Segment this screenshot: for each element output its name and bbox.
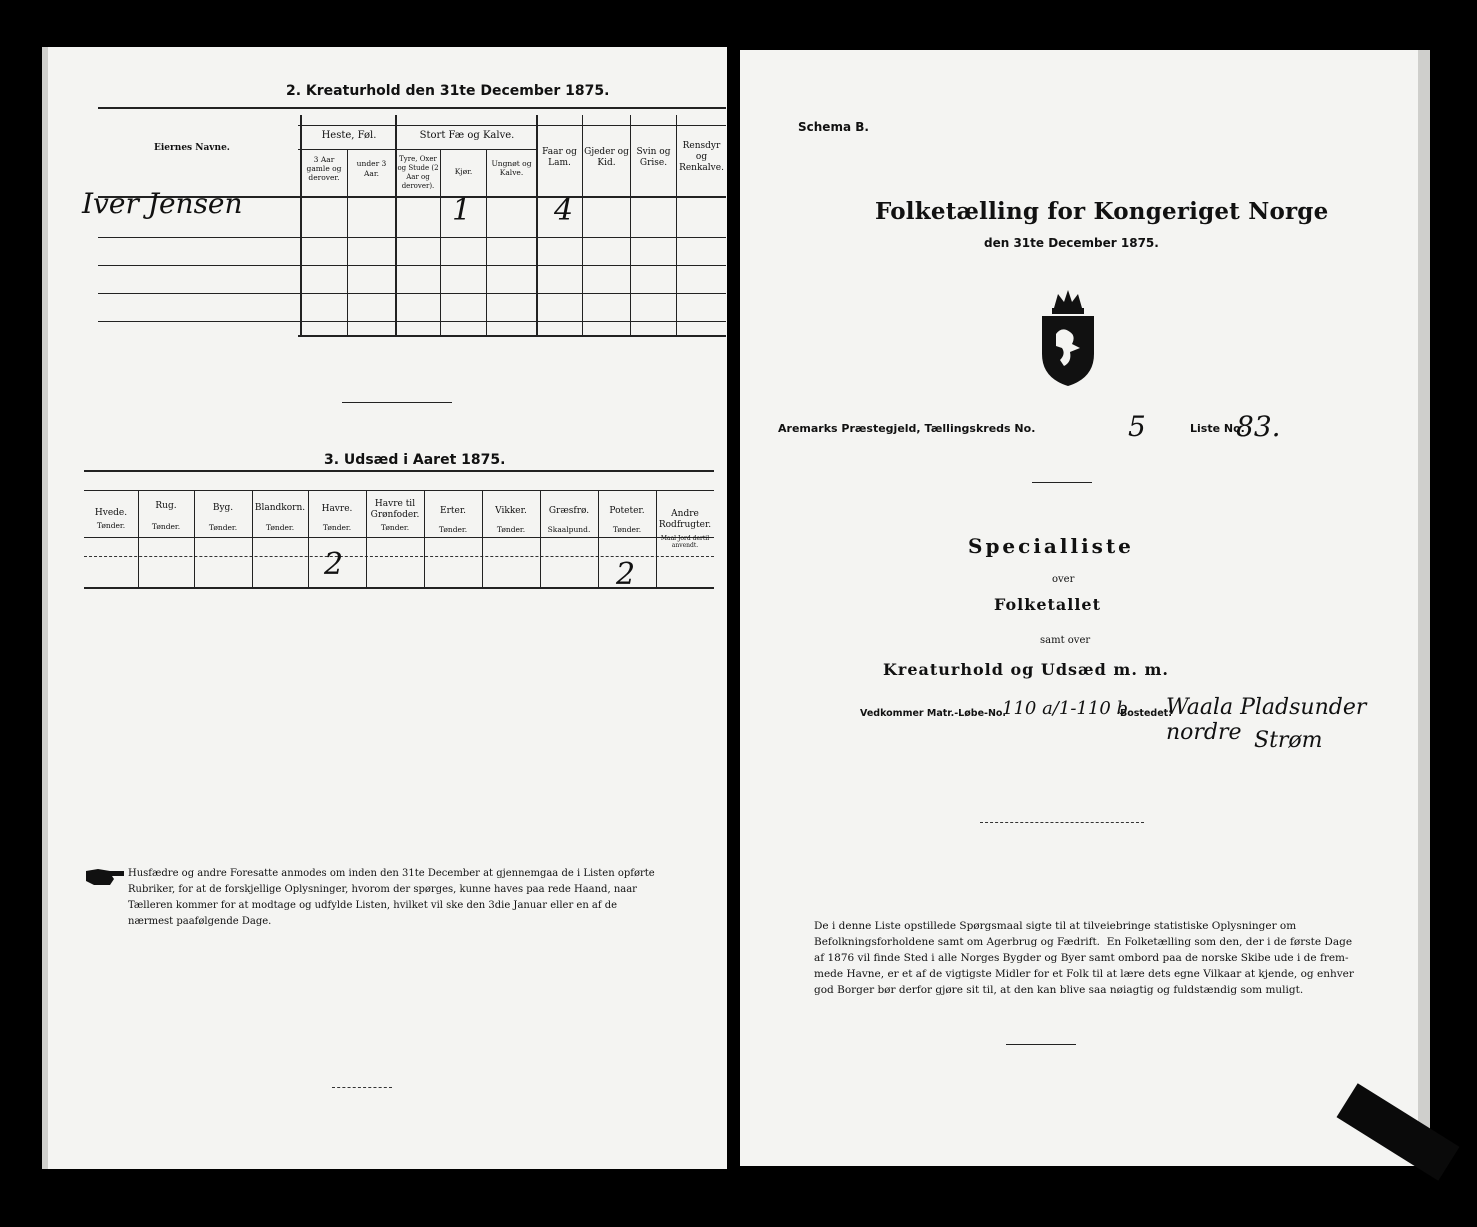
norway-coat-of-arms — [1036, 286, 1100, 390]
section3-title: 3. Udsæd i Aaret 1875. — [324, 452, 506, 468]
table-col — [598, 490, 599, 587]
col-unit-blandkorn: Tønder. — [265, 523, 295, 532]
main-subtitle: den 31te December 1875. — [984, 236, 1159, 250]
table-rule — [98, 265, 726, 266]
samt-over-text: samt over — [1040, 635, 1091, 646]
col-header-heste: Heste, Føl. — [321, 130, 377, 141]
bostedet-value: Waala Pladsunder nordre — [1166, 695, 1367, 745]
table-rule — [84, 537, 714, 538]
col-unit-rug: Tønder. — [151, 522, 181, 531]
col-header-gjeder: Gjeder og Kid. — [584, 147, 629, 168]
folketallet-heading: Folketallet — [994, 595, 1101, 614]
page-edge — [1418, 50, 1430, 1166]
liste-label: Liste No. — [1190, 422, 1245, 435]
col-unit-andre-rodfrugter: Maal Jord dertil anvendt. — [660, 535, 710, 549]
col-header-owner: Eiernes Navne. — [154, 143, 230, 153]
col-header-tyre: Tyre, Oxer og Stude (2 Aar og derover). — [397, 155, 439, 190]
table-col — [300, 115, 302, 335]
col-unit-hvede: Tønder. — [96, 521, 126, 530]
table-rule — [298, 335, 726, 337]
col-header-heste-3aar: 3 Aar gamle og derover. — [306, 155, 342, 182]
liste-no: 83. — [1236, 410, 1281, 443]
table-rule — [298, 149, 538, 150]
col-header-blandkorn: Blandkorn. — [254, 503, 306, 513]
page-edge — [42, 47, 48, 1169]
notice-text: Husfædre og andre Foresatte anmodes om inden den 31te December at gjennemgaa de i Listen opførte Rubriker, for at de forskjellige Oplysninger, hvorom der spørges, kunne haves paa rede Haand, naar Tælleren kommer for at modtage og udfylde Listen, hvilket vil ske den 3die Januar eller en af de nærmest paafølgende Dage. — [128, 868, 655, 927]
col-header-poteter: Poteter. — [609, 506, 645, 516]
krets-no: 5 — [1128, 410, 1146, 443]
col-header-rug: Rug. — [155, 501, 177, 511]
divider — [980, 822, 1144, 823]
bostedet-value-line2: Strøm — [1254, 728, 1323, 753]
col-header-heste-under3: under 3 Aar. — [356, 159, 387, 178]
col-header-vikker: Vikker. — [495, 506, 527, 516]
faar-value: 4 — [554, 193, 574, 228]
divider — [332, 1087, 392, 1088]
table-rule — [84, 470, 714, 472]
matr-label: Vedkommer Matr.-Løbe-No. — [860, 708, 1007, 719]
col-unit-havre-gronfoder: Tønder. — [380, 523, 410, 532]
table-col — [424, 490, 425, 587]
col-unit-vikker: Tønder. — [496, 525, 526, 534]
schema-label: Schema B. — [798, 120, 869, 134]
col-header-kjor: Kjør. — [454, 167, 473, 176]
specialliste-heading: Specialliste — [968, 534, 1134, 558]
kjor-value: 1 — [452, 193, 472, 228]
table-rule — [98, 237, 726, 238]
col-header-hvede: Hvede. — [94, 508, 128, 518]
table-col — [540, 490, 541, 587]
table-rule — [98, 293, 726, 294]
col-unit-poteter: Tønder. — [612, 525, 642, 534]
col-unit-havre: Tønder. — [322, 523, 352, 532]
table-rule — [84, 490, 714, 491]
col-header-svin: Svin og Grise. — [636, 147, 671, 168]
table-rule — [298, 125, 726, 126]
matr-value: 110 a/1-110 b — [1002, 698, 1129, 719]
col-header-havre: Havre. — [321, 504, 353, 514]
divider — [1032, 482, 1092, 483]
havre-value: 2 — [324, 547, 344, 582]
bostedet-label: Bostedet: — [1120, 708, 1172, 719]
main-title: Folketælling for Kongeriget Norge — [875, 198, 1329, 225]
col-header-graesfro: Græsfrø. — [548, 506, 590, 516]
col-unit-erter: Tønder. — [438, 525, 468, 534]
col-header-byg: Byg. — [212, 503, 234, 513]
col-header-ungnot: Ungnøt og Kalve. — [491, 159, 532, 177]
col-header-andre-rodfrugter: Andre Rodfrugter. — [658, 509, 712, 530]
over-text: over — [1052, 574, 1075, 585]
pointing-hand-icon — [84, 865, 126, 889]
table-rule — [98, 321, 726, 322]
right-page — [740, 50, 1430, 1166]
col-unit-graesfro: Skaalpund. — [547, 525, 591, 534]
divider — [1006, 1044, 1076, 1045]
footer-text: De i denne Liste opstillede Spørgsmaal sigte til at tilveiebringe statistiske Oplysninger om Befolkningsforholdene samt om Agerbrug og Fædrift. En Folketælling som den, der i de første Dage af 1876 vil finde Sted i alle Norges Bygder og Byer samt ombord paa de norske Skibe ude i de frem- mede Havne, er et af de vigtigste Midler for et Folk til at lære dets egne Vilkaar at kjende, og enhver god Borger bør derfor gjøre sit til, at den kan blive saa nøiagtig og fuldstændig som muligt. — [814, 920, 1354, 996]
parish-label: Aremarks Præstegjeld, Tællingskreds No. — [778, 422, 1036, 435]
col-header-havre-gronfoder: Havre til Grønfoder. — [370, 499, 420, 520]
kreaturhold-heading: Kreaturhold og Udsæd m. m. — [883, 660, 1169, 679]
col-unit-byg: Tønder. — [208, 523, 238, 532]
section2-title: 2. Kreaturhold den 31te December 1875. — [286, 83, 610, 99]
col-header-faar: Faar og Lam. — [542, 147, 577, 168]
col-header-stortfae: Stort Fæ og Kalve. — [419, 130, 515, 141]
col-header-rensdyr: Rensdyr og Renkalve. — [679, 141, 724, 173]
owner-name: Iver Jensen — [82, 187, 243, 220]
table-col — [482, 490, 483, 587]
poteter-value: 2 — [616, 557, 636, 592]
table-col — [395, 115, 397, 335]
divider — [342, 402, 452, 403]
table-rule — [98, 107, 726, 109]
col-header-erter: Erter. — [440, 506, 466, 516]
left-page — [42, 47, 727, 1169]
